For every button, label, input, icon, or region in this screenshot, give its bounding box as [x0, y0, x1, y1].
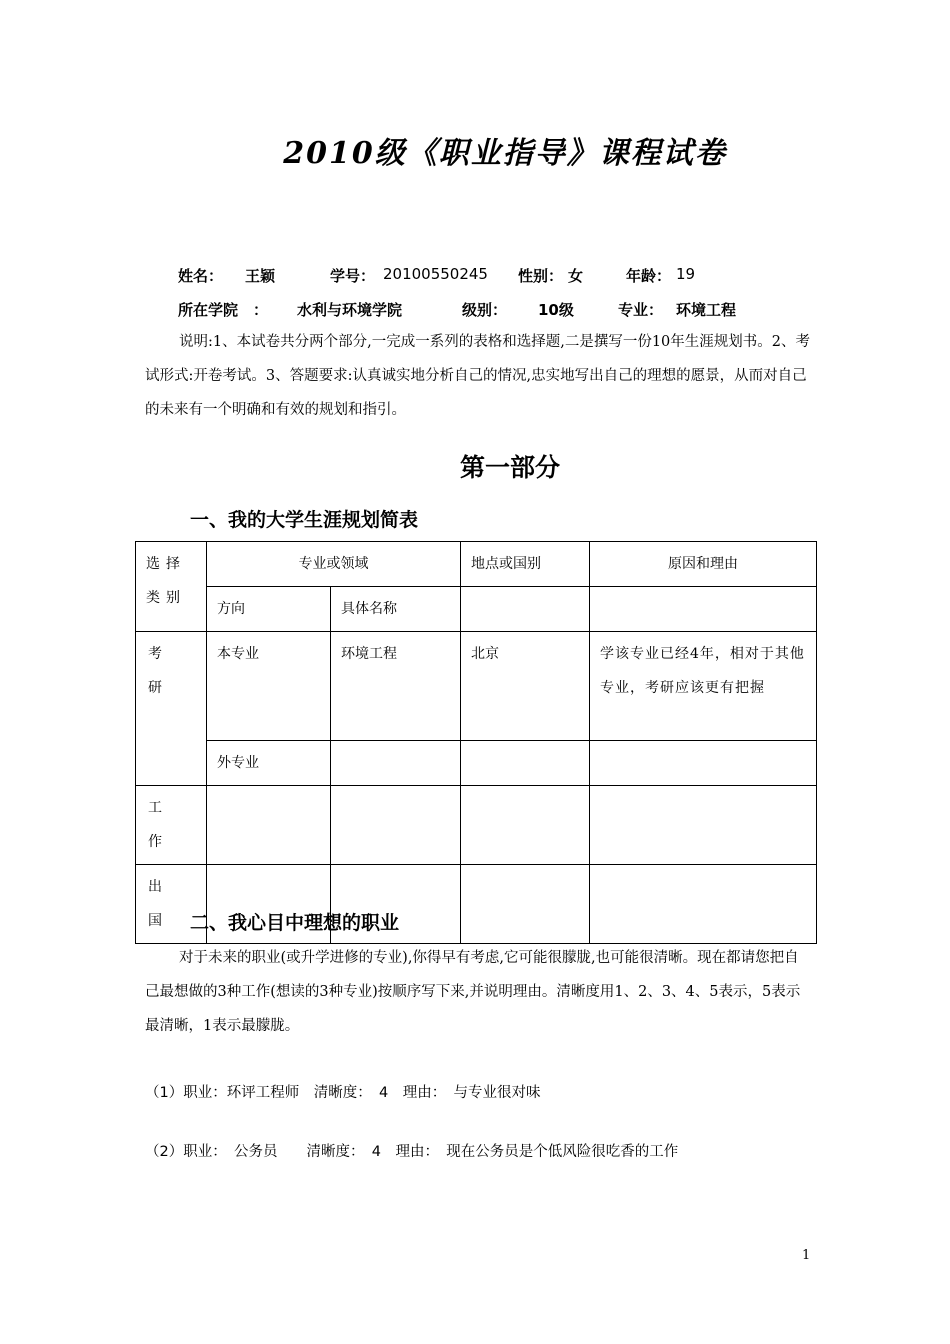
- table-cell: [590, 786, 817, 865]
- college-label: 所在学院 ：: [178, 301, 269, 319]
- table-cell: [331, 741, 461, 786]
- career-answer-1: （1）职业：环评工程师 清晰度： 4 理由： 与专业很对味: [145, 1085, 541, 1101]
- table-cell: [590, 741, 817, 786]
- table-cell: [461, 865, 590, 944]
- table-cell: [461, 587, 590, 632]
- own-major-label: 本专业: [207, 632, 331, 741]
- gender-label: 性别：: [518, 267, 564, 285]
- header-direction: 方向: [207, 587, 331, 632]
- age-label: 年龄：: [626, 267, 672, 285]
- page-title: 2010级《职业指导》课程试卷: [283, 136, 727, 171]
- row-kaoyan-label: [136, 632, 207, 786]
- own-major-reason: 学该专业已经4年，相对于其他专业，考研应该更有把握: [590, 632, 817, 741]
- own-major-location: 北京: [461, 632, 590, 741]
- student-name: 王颖: [245, 267, 276, 285]
- part-one-heading: 第一部分: [459, 453, 560, 482]
- student-college: 水利与环境学院: [297, 301, 403, 319]
- header-category: 选择类别: [136, 542, 207, 632]
- header-specific-name: 具体名称: [331, 587, 461, 632]
- row-kaoyan-text: 考研: [148, 646, 162, 696]
- row-work-text: 工作: [148, 800, 162, 850]
- header-field: 专业或领域: [207, 542, 461, 587]
- table-cell: [461, 741, 590, 786]
- instructions: [145, 325, 813, 427]
- section2-intro: [145, 941, 813, 1043]
- row-work-label: [136, 786, 207, 865]
- table-cell: [207, 786, 331, 865]
- section2-intro-text: 对于未来的职业(或升学进修的专业),你得早有考虑,它可能很朦胧,也可能很清晰。现在都请您把自己最想做的3种工作(想读的3种专业)按顺序写下来,并说明理由。清晰度用1、2、3、4、5表示，5表示最清晰，1表示最朦胧。: [145, 950, 801, 1034]
- student-major: 环境工程: [676, 301, 737, 319]
- student-grade: 10级: [538, 301, 574, 319]
- row-abroad-text: 出国: [148, 879, 162, 929]
- table-cell: [590, 587, 817, 632]
- other-major-label: 外专业: [207, 741, 331, 786]
- section2-heading: 二、我心目中理想的职业: [190, 912, 400, 934]
- student-id: 20100550245: [383, 265, 488, 283]
- table-cell: [461, 786, 590, 865]
- career-plan-table: [135, 541, 817, 944]
- student-gender: 女: [568, 267, 584, 285]
- name-label: 姓名：: [178, 267, 224, 285]
- major-label: 专业：: [618, 301, 664, 319]
- header-reason: 原因和理由: [590, 542, 817, 587]
- header-location: 地点或国别: [461, 542, 590, 587]
- own-major-name: 环境工程: [331, 632, 461, 741]
- page-number: 1: [802, 1248, 811, 1263]
- table-cell: [331, 786, 461, 865]
- section1-heading: 一、我的大学生涯规划简表: [190, 509, 419, 531]
- grade-label: 级别：: [462, 301, 508, 319]
- table-cell: [590, 865, 817, 944]
- instructions-text: 说明:1、本试卷共分两个部分,一完成一系列的表格和选择题,二是撰写一份10年生涯规划书。2、考试形式:开卷考试。3、答题要求:认真诚实地分析自己的情况,忠实地写出自己的理想的愿景，从而对自己的未来有一个明确和有效的规划和指引。: [145, 334, 811, 418]
- student-age: 19: [676, 265, 696, 283]
- student-id-label: 学号：: [330, 267, 376, 285]
- career-answer-2: （2）职业： 公务员 清晰度： 4 理由： 现在公务员是个低风险很吃香的工作: [145, 1144, 679, 1160]
